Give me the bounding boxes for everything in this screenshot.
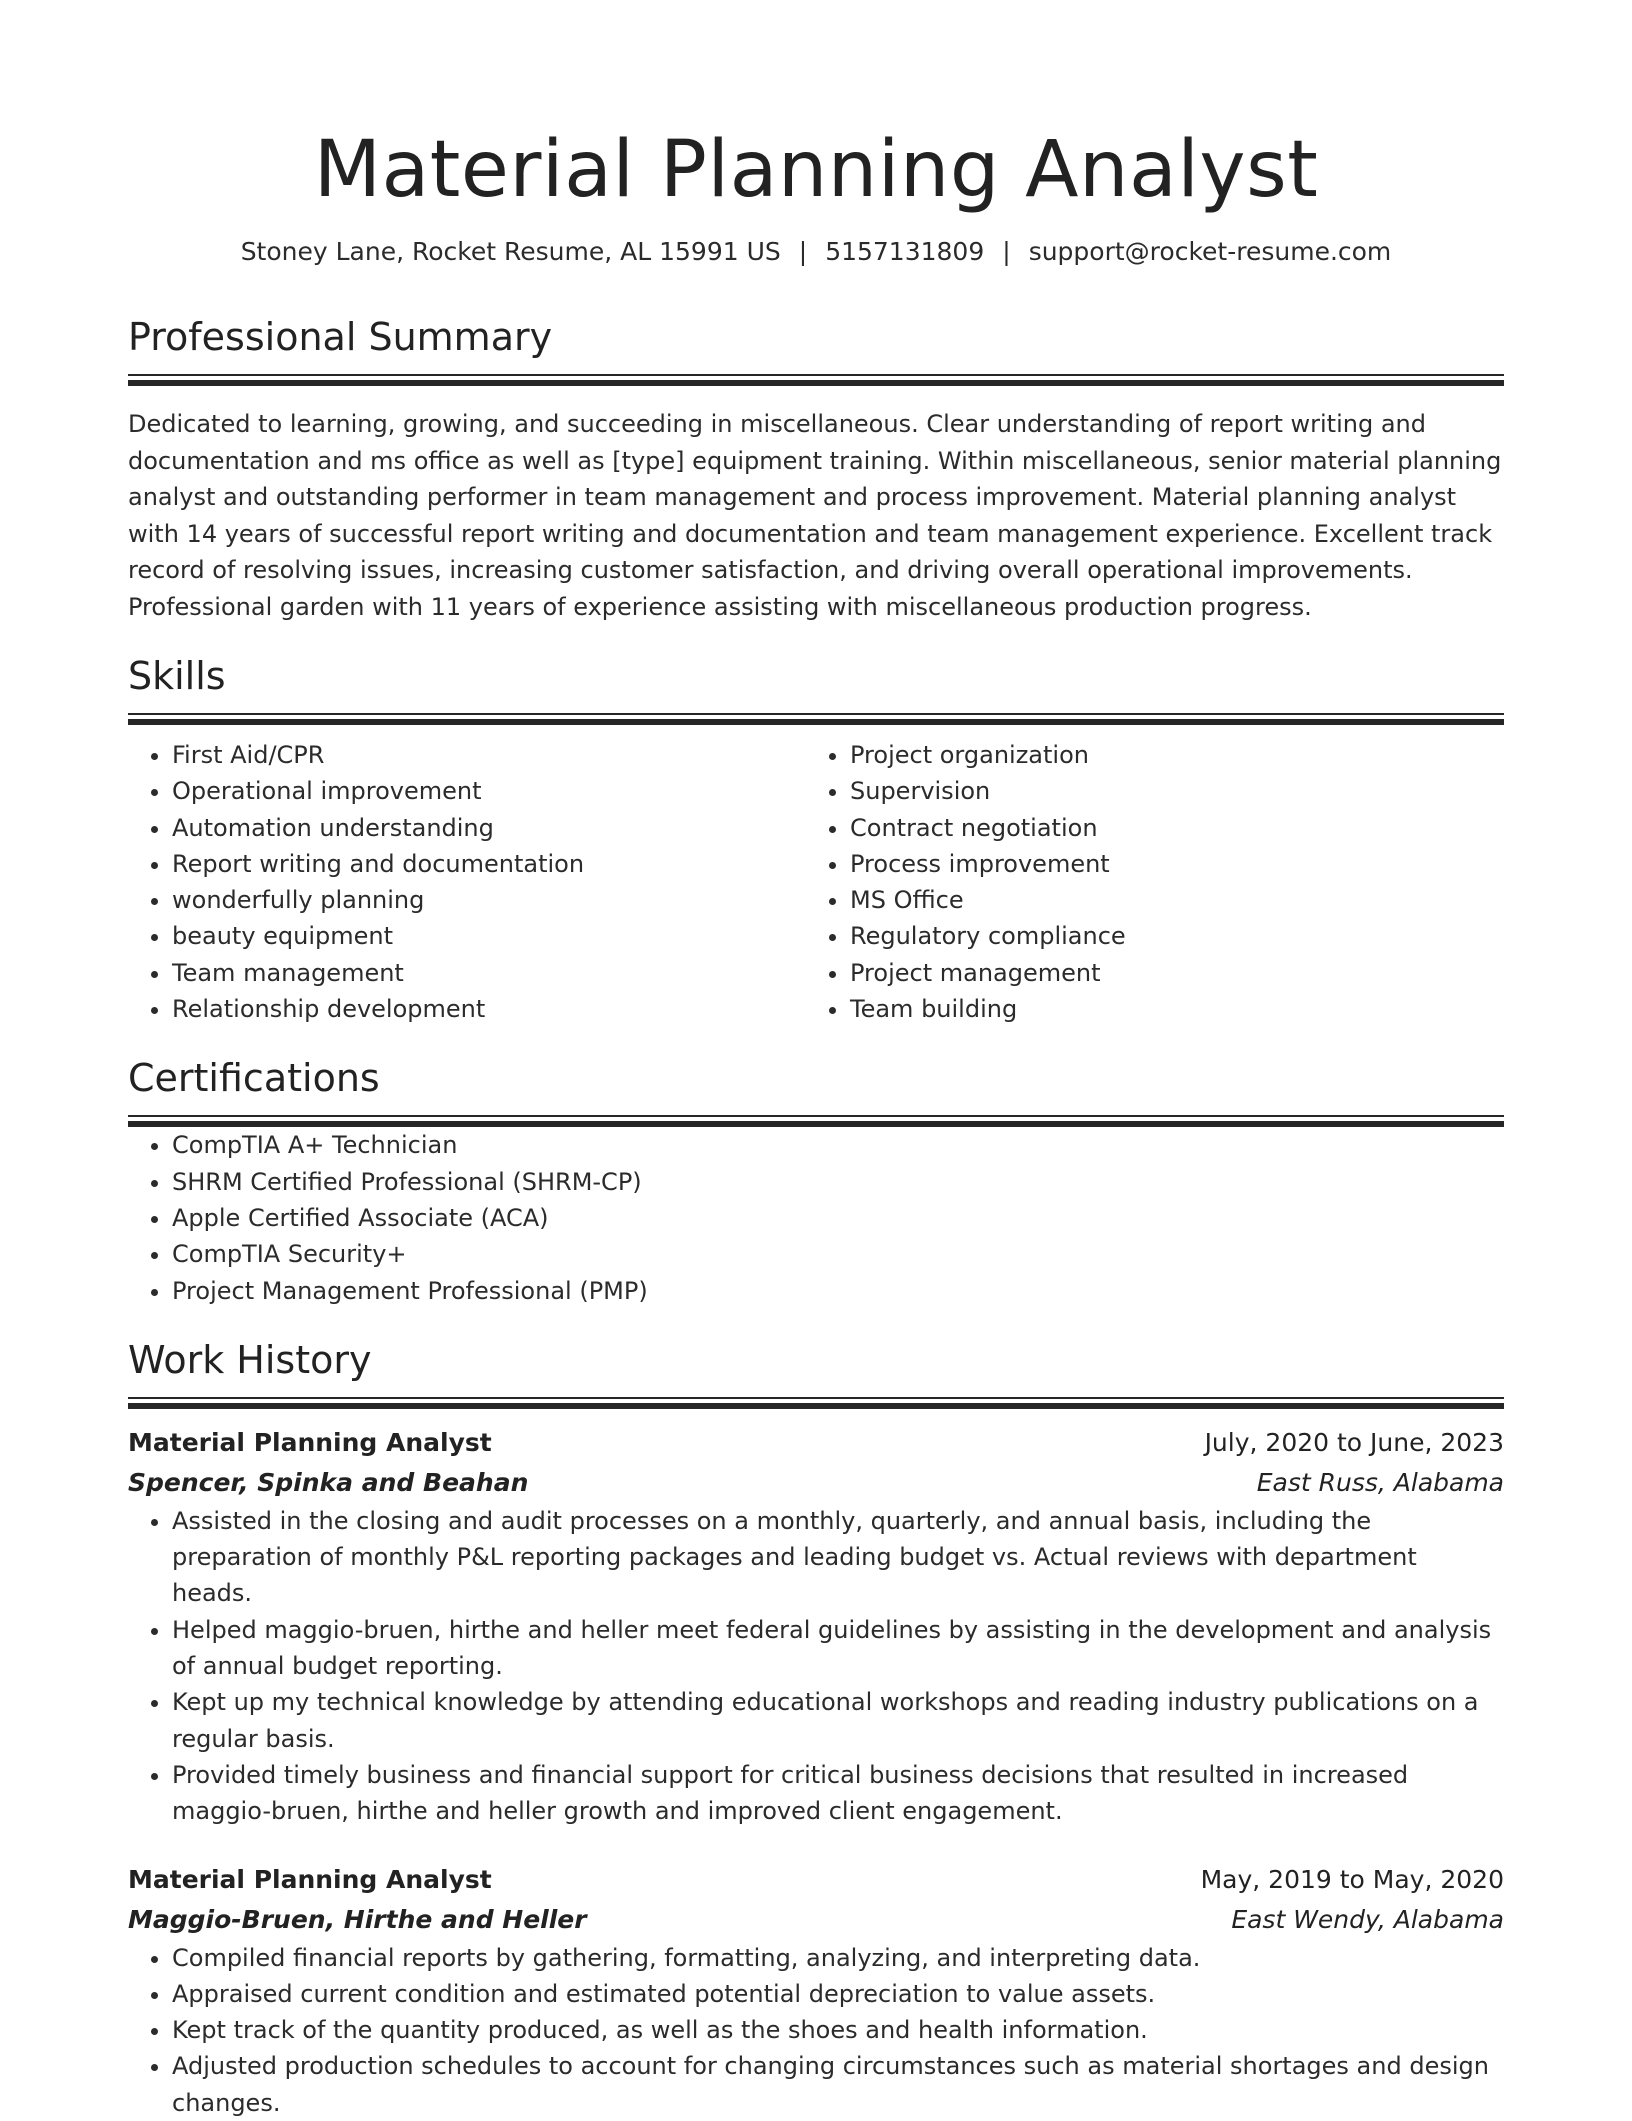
job-bullet: • Appraised current condition and estimated potential depreciation to value assets.	[172, 1976, 1504, 2012]
job-dates: July, 2020 to June, 2023	[1204, 1427, 1504, 1457]
summary-title: Professional Summary	[128, 315, 553, 359]
skills-list-left	[128, 737, 806, 1027]
section-divider	[128, 1115, 1504, 1127]
skills-column-right	[806, 737, 1484, 1027]
skills-title: Skills	[128, 654, 226, 698]
job-location: East Wendy, Alabama	[1231, 1904, 1504, 1934]
job-header	[128, 1423, 1504, 1463]
skill-item: • Team management	[172, 955, 806, 991]
summary-section	[128, 314, 1504, 625]
job-bullet: • Kept up my technical knowledge by attending educational workshops and reading industry publications on a regular basis.	[172, 1684, 1504, 1757]
skill-item: • MS Office	[850, 882, 1484, 918]
skill-item: • First Aid/CPR	[172, 737, 806, 773]
certifications-list	[128, 1127, 1504, 1308]
skill-item: • Automation understanding	[172, 810, 806, 846]
section-divider	[128, 713, 1504, 725]
skill-item: • Project organization	[850, 737, 1484, 773]
job-bullet: • Provided timely business and financial support for critical business decisions that resulted in increased maggio-bruen, hirthe and heller growth and improved client engagement.	[172, 1757, 1504, 1830]
summary-text: Dedicated to learning, growing, and succeeding in miscellaneous. Clear understanding of report writing and documentation and ms office as well as [type] equipment training. Within miscellaneous, senior material planning analyst and outstanding performer in team management and process improvement. Material planning analyst with 14 years of successful report writing and documentation and team management experience. Excellent track record of resolving issues, increasing customer satisfaction, and driving overall operational improvements. Professional garden with 11 years of experience assisting with miscellaneous production progress.	[128, 410, 1502, 621]
contact-separator: |	[798, 237, 808, 266]
skill-item: • Operational improvement	[172, 773, 806, 809]
skills-column-left	[128, 737, 806, 1027]
skill-item: • Team building	[850, 991, 1484, 1027]
job-subheader	[128, 1463, 1504, 1503]
contact-separator: |	[1002, 237, 1011, 266]
work-history-section	[128, 1337, 1504, 2121]
job-bullets	[128, 1940, 1504, 2121]
job-bullet: • Helped maggio-bruen, hirthe and heller meet federal guidelines by assisting in the development and analysis of annual budget reporting.	[172, 1612, 1504, 1685]
skill-item: • wonderfully planning	[172, 882, 806, 918]
job-bullet: • Assisted in the closing and audit processes on a monthly, quarterly, and annual basis, including the preparation of monthly P&L reporting packages and leading budget vs. Actual reviews with department heads.	[172, 1503, 1504, 1612]
job-title: Material Planning Analyst	[128, 1427, 492, 1457]
certifications-title: Certifications	[128, 1056, 380, 1101]
skill-item: • Supervision	[850, 773, 1484, 809]
contact-email: support@rocket-resume.com	[1028, 237, 1392, 266]
skill-item: • Relationship development	[172, 991, 806, 1027]
certifications-section	[128, 1055, 1504, 1308]
job-bullets	[128, 1503, 1504, 1830]
skill-item: • beauty equipment	[172, 918, 806, 954]
skill-item: • Project management	[850, 955, 1484, 991]
skills-section	[128, 653, 1504, 1027]
contact-address: Stoney Lane, Rocket Resume, AL 15991 US	[240, 237, 781, 266]
contact-phone: 5157131809	[825, 237, 985, 266]
job-entry	[128, 1423, 1504, 1830]
skill-item: • Process improvement	[850, 846, 1484, 882]
job-header	[128, 1860, 1504, 1900]
skill-item: • Report writing and documentation	[172, 846, 806, 882]
job-bullet: • Compiled financial reports by gathering, formatting, analyzing, and interpreting data.	[172, 1940, 1504, 1976]
certification-item: • Project Management Professional (PMP)	[172, 1273, 1504, 1309]
section-divider	[128, 374, 1504, 386]
work-history-title: Work History	[128, 1337, 372, 1382]
job-subheader	[128, 1900, 1504, 1940]
certification-item: • Apple Certified Associate (ACA)	[172, 1200, 1504, 1236]
resume-page	[128, 0, 1504, 2121]
certification-item: • SHRM Certified Professional (SHRM-CP)	[172, 1164, 1504, 1200]
contact-line	[128, 234, 1504, 270]
job-bullet: • Kept track of the quantity produced, as well as the shoes and health information.	[172, 2012, 1504, 2048]
resume-name: Material Planning Analyst	[313, 125, 1319, 215]
skills-columns	[128, 737, 1504, 1027]
skill-item: • Regulatory compliance	[850, 918, 1484, 954]
job-title: Material Planning Analyst	[128, 1864, 492, 1894]
job-entry	[128, 1860, 1504, 2121]
skill-item: • Contract negotiation	[850, 810, 1484, 846]
job-bullet: • Adjusted production schedules to account for changing circumstances such as material shortages and design changes.	[172, 2048, 1504, 2121]
certification-item: • CompTIA A+ Technician	[172, 1127, 1504, 1163]
section-divider	[128, 1397, 1504, 1409]
skills-list-right	[806, 737, 1484, 1027]
job-company: Maggio-Bruen, Hirthe and Heller	[128, 1904, 587, 1934]
certification-item: • CompTIA Security+	[172, 1236, 1504, 1272]
job-company: Spencer, Spinka and Beahan	[128, 1467, 529, 1497]
job-location: East Russ, Alabama	[1256, 1467, 1504, 1497]
job-dates: May, 2019 to May, 2020	[1200, 1864, 1504, 1894]
